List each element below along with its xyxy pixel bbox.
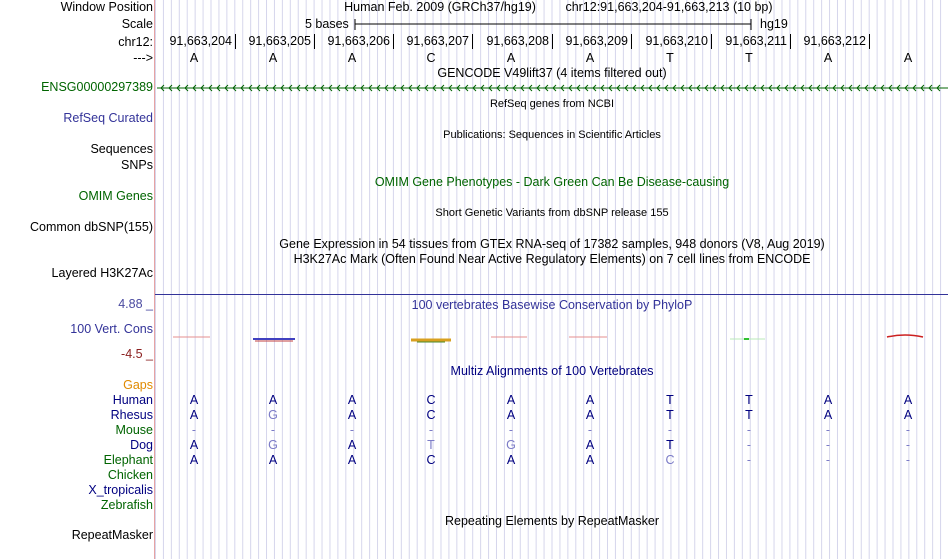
coordinate-tick: 91,663,205 [314, 34, 315, 49]
chicken-label: Chicken [107, 468, 153, 482]
coordinate-tick: 91,663,207 [472, 34, 473, 49]
h3k27ac-track-title[interactable]: H3K27Ac Mark (Often Found Near Active Regulatory Elements) on 7 cell lines from ENCODE [293, 252, 811, 266]
multiz-track-title[interactable]: Multiz Alignments of 100 Vertebrates [450, 364, 654, 378]
gene-model[interactable] [155, 82, 950, 94]
coordinate-tick: 91,663,206 [393, 34, 394, 49]
refseq-track-label[interactable]: RefSeq Curated [63, 111, 153, 125]
refseq-track-title[interactable]: RefSeq genes from NCBI [489, 98, 615, 110]
coordinate-tick: 91,663,212 [869, 34, 870, 49]
scale-db: hg19 [760, 17, 788, 31]
cons-max-line [155, 294, 948, 295]
zebrafish-label: Zebrafish [100, 498, 153, 512]
rhesus-label: Rhesus [110, 408, 153, 422]
publications-track-title[interactable]: Publications: Sequences in Scientific Articles [443, 129, 661, 141]
phylop-track-title[interactable]: 100 vertebrates Basewise Conservation by PhyloP [411, 298, 693, 312]
cons-min-label: -4.5 _ [121, 347, 153, 361]
strand-label[interactable]: ---> [133, 51, 153, 65]
snps-track-label[interactable]: SNPs [121, 158, 153, 172]
scale-bar [354, 17, 754, 32]
dog-label: Dog [130, 438, 153, 452]
gaps-label: Gaps [123, 378, 153, 392]
repeatmasker-track-label[interactable]: RepeatMasker [71, 528, 153, 542]
position-title: chr12:91,663,204-91,663,213 (10 bp) [565, 0, 773, 14]
rmsk-track-title[interactable]: Repeating Elements by RepeatMasker [444, 514, 660, 528]
cons-max-label: 4.88 _ [118, 297, 153, 311]
mouse-label: Mouse [115, 423, 153, 437]
coordinate-tick: 91,663,209 [631, 34, 632, 49]
window-position-label: Window Position [60, 0, 153, 14]
xtropicalis-label: X_tropicalis [88, 483, 153, 497]
gene-id-label[interactable]: ENSG00000297389 [41, 80, 153, 94]
coordinate-tick: 91,663,210 [711, 34, 712, 49]
scale-label: Scale [121, 17, 153, 31]
dbsnp-track-title[interactable]: Short Genetic Variants from dbSNP release 155 [435, 207, 669, 219]
conservation-graph[interactable] [155, 328, 950, 348]
gencode-track-title[interactable]: GENCODE V49lift37 (4 items filtered out) [437, 66, 667, 80]
omim-track-title[interactable]: OMIM Gene Phenotypes - Dark Green Can Be Disease-causing [374, 175, 730, 189]
gtex-track-title[interactable]: Gene Expression in 54 tissues from GTEx RNA-seq of 17382 samples, 948 donors (V8, Aug 2019) [279, 237, 825, 251]
sequences-track-label[interactable]: Sequences [90, 142, 153, 156]
coordinate-tick: 91,663,204 [235, 34, 236, 49]
omim-track-label[interactable]: OMIM Genes [78, 189, 153, 203]
coordinate-tick: 91,663,208 [552, 34, 553, 49]
scale-text: 5 bases [305, 17, 349, 31]
elephant-label: Elephant [103, 453, 153, 467]
cons-track-label[interactable]: 100 Vert. Cons [70, 322, 153, 336]
dbsnp-track-label[interactable]: Common dbSNP(155) [30, 220, 153, 234]
coordinate-tick: 91,663,211 [790, 34, 791, 49]
human-label: Human [112, 393, 153, 407]
h3k27ac-track-label[interactable]: Layered H3K27Ac [51, 266, 153, 280]
assembly-title: Human Feb. 2009 (GRCh37/hg19) [344, 0, 536, 14]
chr-label: chr12: [118, 35, 153, 49]
